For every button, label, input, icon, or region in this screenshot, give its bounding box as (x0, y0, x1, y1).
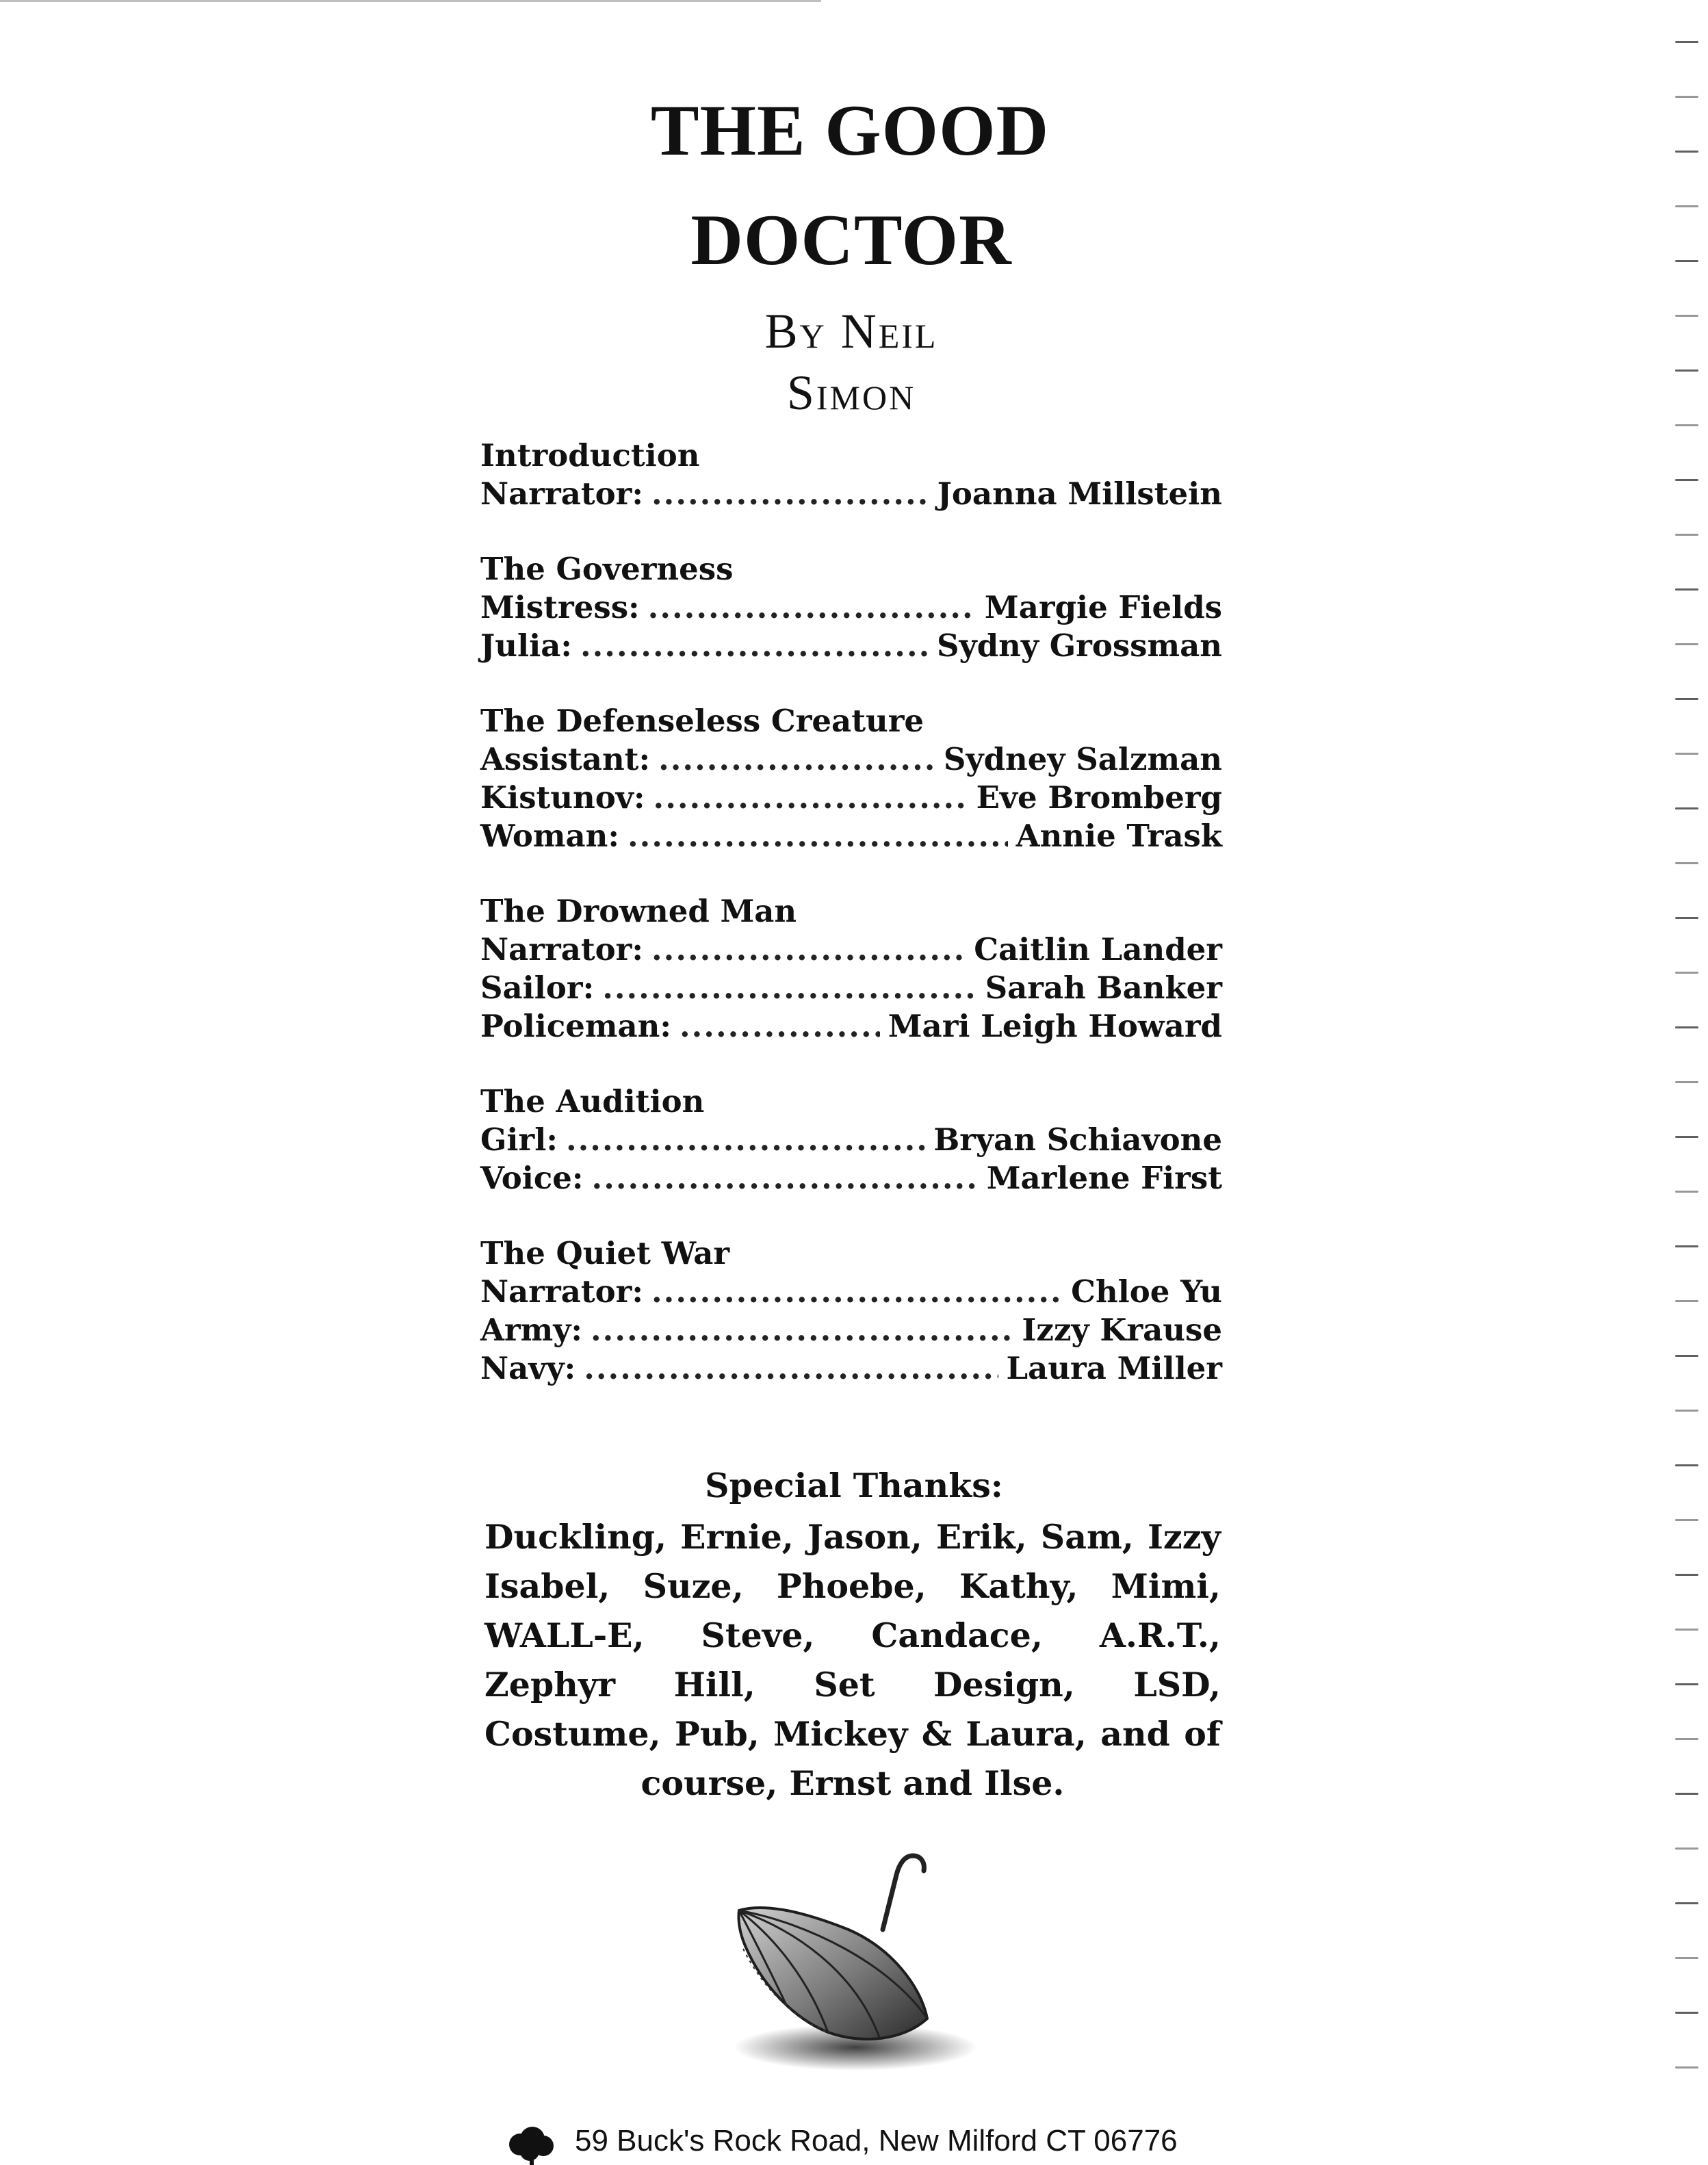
edge-mark (1675, 1519, 1698, 1521)
scene-title: The Audition (480, 1083, 705, 1119)
actor-name: Bryan Schiavone (933, 1122, 1222, 1158)
title-line-1: THE GOOD (650, 90, 1050, 170)
edge-mark (1675, 1793, 1698, 1795)
actor-name: Eve Bromberg (976, 779, 1222, 816)
umbrella-icon (725, 1848, 985, 2080)
cast-row (480, 1349, 1222, 1388)
leader-dots (627, 817, 1008, 855)
role-name: Policeman: (480, 1008, 671, 1044)
role-name: Navy: (480, 1350, 576, 1386)
actor-name: Laura Miller (1006, 1350, 1222, 1386)
cast-row (480, 740, 1222, 779)
edge-mark (1675, 1136, 1698, 1138)
actor-name: Annie Trask (1015, 818, 1222, 854)
special-thanks-heading: Special Thanks: (705, 1466, 1003, 1505)
leader-dots (651, 475, 929, 513)
edge-mark (1675, 1245, 1698, 1247)
actor-name: Chloe Yu (1071, 1273, 1222, 1310)
actor-name: Sarah Banker (985, 970, 1222, 1006)
role-name: Narrator: (480, 1273, 643, 1310)
edge-mark (1675, 1848, 1698, 1850)
edge-mark (1675, 1191, 1698, 1193)
cast-row (480, 1273, 1222, 1311)
leader-dots (680, 1007, 880, 1046)
actor-name: Izzy Krause (1022, 1312, 1222, 1348)
title-line-2: DOCTOR (690, 200, 1012, 280)
role-name: Narrator: (480, 476, 643, 512)
role-name: Kistunov: (480, 779, 645, 816)
edge-mark (1675, 862, 1698, 864)
cast-row (480, 475, 1222, 513)
cast-row (480, 1311, 1222, 1349)
leader-dots (591, 1311, 1013, 1349)
edge-mark (1675, 972, 1698, 974)
leader-dots (580, 627, 929, 665)
edge-mark (1675, 1957, 1698, 1959)
cast-row (480, 969, 1222, 1007)
scene-title: The Drowned Man (480, 893, 797, 929)
scene-title: The Quiet War (480, 1235, 730, 1271)
scene-the-audition (480, 1082, 1222, 1197)
edge-mark (1675, 1738, 1698, 1740)
edge-mark (1675, 698, 1698, 700)
tree-icon (500, 2124, 561, 2165)
leader-dots (602, 969, 976, 1007)
role-name: Mistress: (480, 589, 640, 625)
cast-list (480, 437, 1222, 1425)
address-text: 59 Buck's Rock Road, New Milford CT 06776 (575, 2124, 1178, 2157)
cast-row (480, 931, 1222, 969)
edge-mark (1675, 1026, 1698, 1028)
role-name: Woman: (480, 818, 619, 854)
actor-name: Caitlin Lander (974, 931, 1222, 968)
edge-mark (1675, 917, 1698, 919)
edge-mark (1675, 1300, 1698, 1302)
actor-name: Marlene First (986, 1160, 1222, 1196)
edge-mark (1675, 1355, 1698, 1357)
actor-name: Joanna Millstein (937, 476, 1222, 512)
edge-mark (1675, 588, 1698, 591)
edge-mark (1675, 1574, 1698, 1576)
actor-name: Mari Leigh Howard (888, 1008, 1222, 1044)
role-name: Voice: (480, 1160, 584, 1196)
cast-row (480, 779, 1222, 817)
edge-mark (1675, 479, 1698, 481)
leader-dots (592, 1159, 979, 1197)
scene-the-defenseless-creature (480, 702, 1222, 855)
leader-dots (648, 588, 976, 627)
role-name: Narrator: (480, 931, 643, 968)
role-name: Girl: (480, 1122, 558, 1158)
edge-mark (1675, 1410, 1698, 1412)
leader-dots (658, 740, 935, 779)
cast-row (480, 1159, 1222, 1197)
actor-name: Sydny Grossman (937, 627, 1222, 664)
leader-dots (654, 779, 968, 817)
actor-name: Margie Fields (984, 589, 1222, 625)
role-name: Assistant: (480, 741, 651, 777)
role-name: Army: (480, 1312, 582, 1348)
edge-mark (1675, 2012, 1698, 2014)
edge-mark (1675, 534, 1698, 536)
cast-row (480, 1007, 1222, 1046)
leader-dots (566, 1121, 925, 1159)
cast-row (480, 1121, 1222, 1159)
edge-mark (1675, 41, 1698, 43)
cast-row (480, 588, 1222, 627)
scan-top-rule (0, 0, 821, 2)
leader-dots (651, 1273, 1063, 1311)
edge-mark (1675, 643, 1698, 645)
edge-mark (1675, 2066, 1698, 2069)
scene-title: The Defenseless Creature (480, 703, 924, 739)
special-thanks-text: Duckling, Ernie, Jason, Erik, Sam, Izzy Isabel, Suze, Phoebe, Kathy, Mimi, WALL-E, Steve, Candace, A.R.T., Zephyr Hill, Set Design, LSD, Costume, Pub, Mickey & Laura, and of course, Ernst and Ilse. (484, 1517, 1221, 1803)
role-name: Sailor: (480, 970, 595, 1006)
cast-row (480, 817, 1222, 855)
scene-the-governess (480, 550, 1222, 665)
scene-the-quiet-war (480, 1234, 1222, 1388)
actor-name: Sydney Salzman (943, 741, 1222, 777)
edge-mark (1675, 1902, 1698, 1904)
leader-dots (651, 931, 966, 969)
byline-line-2: Simon (786, 365, 916, 420)
scene-the-drowned-man (480, 892, 1222, 1046)
cast-row (480, 627, 1222, 665)
scene-title: The Governess (480, 551, 734, 587)
edge-mark (1675, 807, 1698, 809)
edge-mark (1675, 1683, 1698, 1685)
role-name: Julia: (480, 627, 572, 664)
byline-line-1: By Neil (764, 304, 938, 359)
scene-title: Introduction (480, 437, 700, 474)
edge-mark (1675, 1081, 1698, 1083)
edge-mark (1675, 424, 1698, 426)
scene-introduction (480, 437, 1222, 513)
edge-mark (1675, 753, 1698, 755)
footer-address (500, 2124, 1178, 2165)
edge-mark (1675, 1629, 1698, 1631)
leader-dots (584, 1349, 998, 1388)
